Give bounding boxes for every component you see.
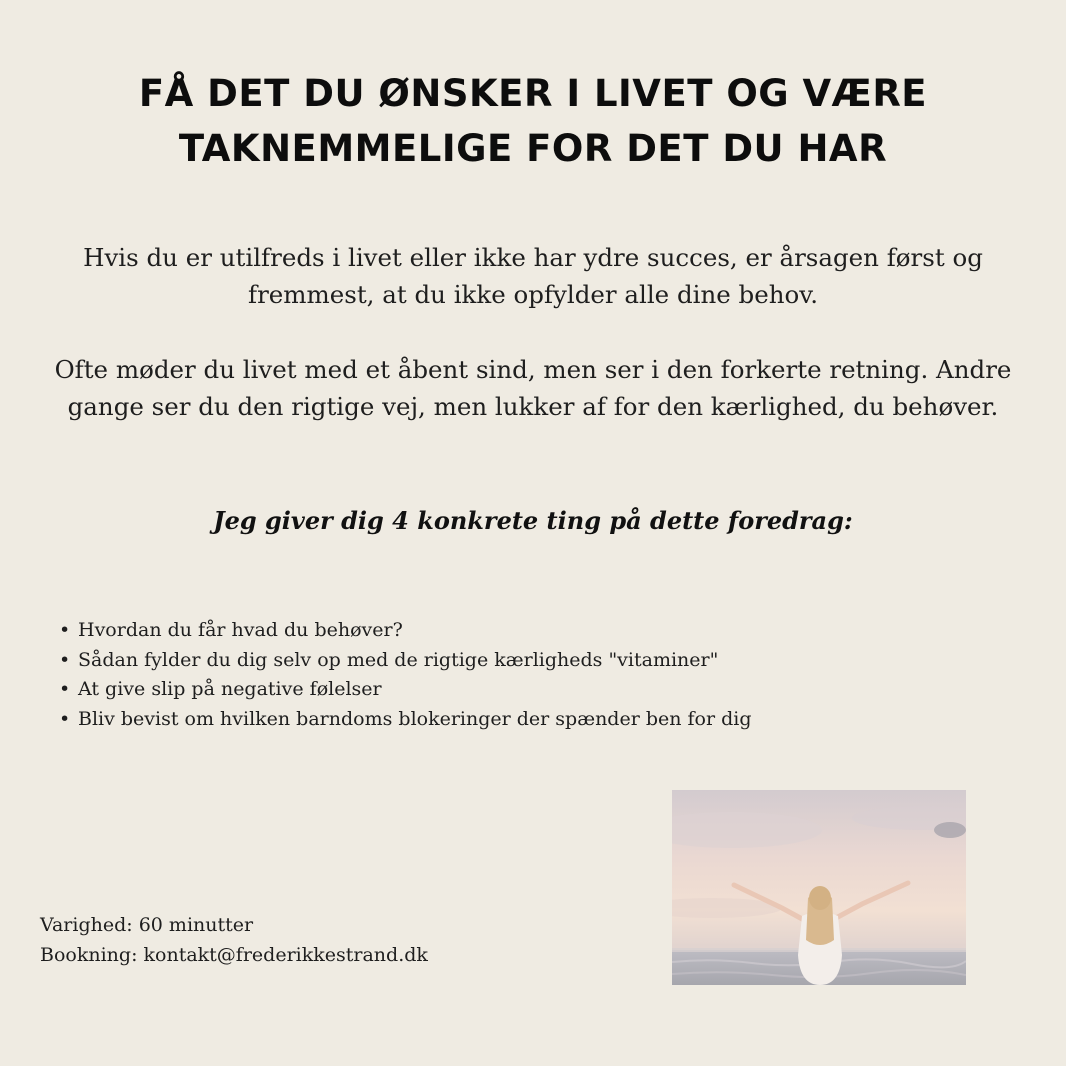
duration-text: Varighed: 60 minutter — [40, 914, 254, 936]
list-item — [56, 675, 956, 705]
bullet-icon: • — [59, 648, 71, 671]
photo-illustration — [672, 790, 966, 985]
list-item-text: At give slip på negative følelser — [78, 678, 382, 700]
offer-heading: Jeg giver dig 4 konkrete ting på dette foredrag: — [213, 506, 853, 535]
list-item — [56, 705, 956, 735]
bullet-icon: • — [59, 619, 71, 641]
list-item-text: Bliv bevist om hvilken barndoms blokeringer der spænder ben for dig — [78, 707, 752, 730]
list-item — [56, 616, 956, 646]
bullet-icon: • — [59, 707, 71, 730]
list-item-text: Hvordan du får hvad du behøver? — [78, 619, 403, 641]
booking-text: Bookning: kontakt@frederikkestrand.dk — [40, 944, 428, 966]
list-item-text: Sådan fylder du dig selv op med de rigtige kærligheds "vitaminer" — [78, 648, 719, 671]
page-title: FÅ DET DU ØNSKER I LIVET OG VÆRE TAKNEMMELIGE FOR DET DU HAR — [138, 72, 928, 170]
woman-at-sea-photo — [672, 790, 966, 985]
bullet-icon: • — [59, 678, 71, 700]
second-paragraph: Ofte møder du livet med et åbent sind, men ser i den forkerte retning. Andre gange ser du den rigtige vej, men lukker af for den kærlighed, du behøver. — [54, 355, 1012, 421]
benefits-list — [56, 616, 956, 734]
list-item — [56, 646, 956, 676]
intro-paragraph: Hvis du er utilfreds i livet eller ikke har ydre succes, er årsagen først og fremmest, at du ikke opfylder alle dine behov. — [83, 243, 983, 309]
event-details — [40, 910, 428, 970]
